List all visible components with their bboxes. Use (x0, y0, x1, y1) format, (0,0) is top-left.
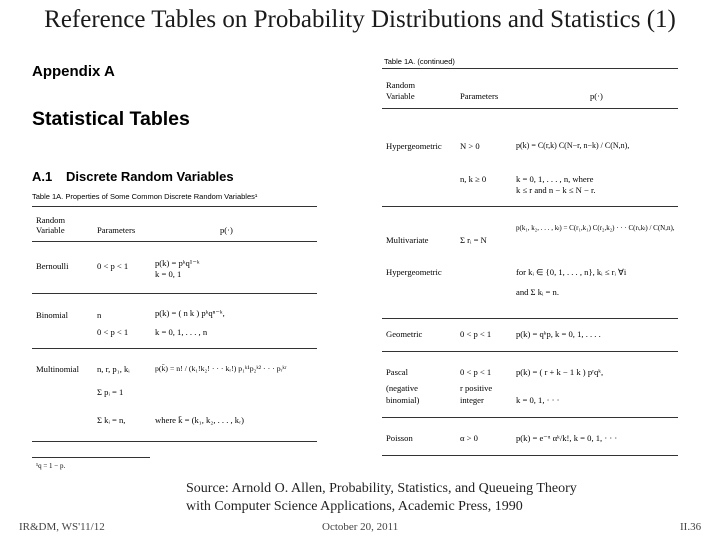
statistical-tables-heading: Statistical Tables (32, 108, 190, 130)
row-formula-multivariate: p(k₁, k₂, . . . , kₗ) = C(r₁,k₁) C(r₂,k₂) · · · C(rₗ,kₗ) / C(N,n), (516, 224, 675, 232)
table-bottom-rule (32, 441, 317, 442)
row-name-multinomial: Multinomial (36, 364, 79, 374)
source-citation (186, 480, 577, 516)
row-formula-multivariate-and: and Σ kᵢ = n. (516, 287, 559, 297)
row-param-pascal: 0 < p < 1 (460, 367, 492, 377)
row-divider (32, 348, 317, 349)
table-caption: Table 1A. Properties of Some Common Discrete Random Variables¹ (32, 192, 258, 201)
right-page-scan (378, 45, 682, 475)
row-formula-hypergeometric: p(k) = C(r,k) C(N−r, n−k) / C(N,n), (516, 141, 630, 150)
footer-page-number: II.36 (680, 521, 702, 533)
footnote-rule (32, 457, 150, 458)
header-rule (382, 108, 678, 109)
section-title: Discrete Random Variables (66, 169, 234, 184)
row-divider (382, 318, 678, 319)
row-formula-poisson: p(k) = e⁻ᵅ αᵏ/k!, k = 0, 1, · · · (516, 433, 618, 443)
row-name-hypergeometric: Hypergeometric (386, 141, 442, 151)
row-param-multivariate: Σ rᵢ = N (460, 235, 487, 245)
col-header-parameters: Parameters (97, 225, 136, 235)
source-line-1: Source: Arnold O. Allen, Probability, Statistics, and Queueing Theory (186, 481, 577, 496)
row-param-binomial: n (97, 310, 102, 320)
col-header-p: p(·) (590, 91, 603, 101)
row-formula-binomial: p(k) = ( n k ) pᵏqⁿ⁻ᵏ, (155, 308, 225, 318)
row-param-pascal-int: integer (460, 395, 484, 405)
row-formula-hypergeometric-cond: k ≤ r and n − k ≤ N − r. (516, 185, 596, 195)
col-header-variable: Variable (386, 91, 415, 101)
left-page-scan (26, 45, 328, 475)
col-header-p: p(·) (220, 225, 233, 235)
section-heading (32, 169, 234, 184)
row-param-pascal-r: r positive (460, 383, 493, 393)
row-formula-multivariate-for: for kᵢ ∈ {0, 1, . . . , n}, kᵢ ≤ rᵢ ∀i (516, 267, 627, 277)
col-header-random: Random (386, 80, 416, 90)
slide-title: Reference Tables on Probability Distributions and Statistics (1) (44, 6, 676, 33)
appendix-heading: Appendix A (32, 63, 115, 80)
row-param-bernoulli: 0 < p < 1 (97, 261, 129, 271)
row-formula-bernoulli-range: k = 0, 1 (155, 269, 182, 279)
row-param-hypergeometric-nk: n, k ≥ 0 (460, 174, 487, 184)
row-divider (382, 206, 678, 207)
row-param-binomial-p: 0 < p < 1 (97, 327, 129, 337)
table-caption-continued: Table 1A. (continued) (384, 57, 455, 66)
row-name-pascal-binom: binomial) (386, 395, 420, 405)
row-name-pascal: Pascal (386, 367, 408, 377)
row-formula-binomial-range: k = 0, 1, . . . , n (155, 327, 208, 337)
row-name-multivariate-hyper: Hypergeometric (386, 267, 442, 277)
row-divider (382, 351, 678, 352)
row-param-multinomial: n, r, p₁, kᵢ (97, 364, 130, 374)
table-top-rule (382, 68, 678, 69)
row-name-bernoulli: Bernoulli (36, 261, 69, 271)
col-header-variable: Variable (36, 225, 65, 235)
section-number: A.1 (32, 169, 53, 184)
row-formula-multinomial-where: where k̄ = (k₁, k₂, . . . , kᵣ) (155, 415, 244, 425)
footer-course: IR&DM, WS'11/12 (19, 521, 105, 533)
footer-date: October 20, 2011 (322, 521, 399, 533)
col-header-parameters: Parameters (460, 91, 499, 101)
row-name-binomial: Binomial (36, 310, 68, 320)
row-formula-pascal-range: k = 0, 1, · · · (516, 395, 560, 405)
row-name-pascal-neg: (negative (386, 383, 418, 393)
row-formula-hypergeometric-range: k = 0, 1, . . . , n, where (516, 174, 594, 184)
row-name-geometric: Geometric (386, 329, 423, 339)
header-rule (32, 241, 317, 242)
row-formula-geometric: p(k) = qᵏp, k = 0, 1, . . . . (516, 329, 601, 339)
row-formula-multinomial: p(k̄) = n! / (k₁!k₂! · · · kᵣ!) p₁ᵏ¹p₂ᵏ² · · · pᵣᵏʳ (155, 364, 287, 373)
row-sum-ki: Σ kᵢ = n, (97, 415, 126, 425)
row-formula-bernoulli: p(k) = pᵏq¹⁻ᵏ (155, 258, 200, 268)
row-param-geometric: 0 < p < 1 (460, 329, 492, 339)
row-sum-pi: Σ pᵢ = 1 (97, 387, 124, 397)
row-name-poisson: Poisson (386, 433, 413, 443)
source-line-2: with Computer Science Applications, Academic Press, 1990 (186, 499, 523, 514)
row-name-multivariate: Multivariate (386, 235, 429, 245)
row-divider (32, 293, 317, 294)
col-header-random: Random (36, 215, 66, 225)
row-param-hypergeometric: N > 0 (460, 141, 480, 151)
row-divider (382, 417, 678, 418)
row-param-poisson: α > 0 (460, 433, 478, 443)
table-top-rule (32, 206, 317, 207)
footnote: ¹q = 1 − p. (36, 462, 66, 470)
table-bottom-rule (382, 455, 678, 456)
row-formula-pascal: p(k) = ( r + k − 1 k ) pʳqᵏ, (516, 367, 604, 377)
